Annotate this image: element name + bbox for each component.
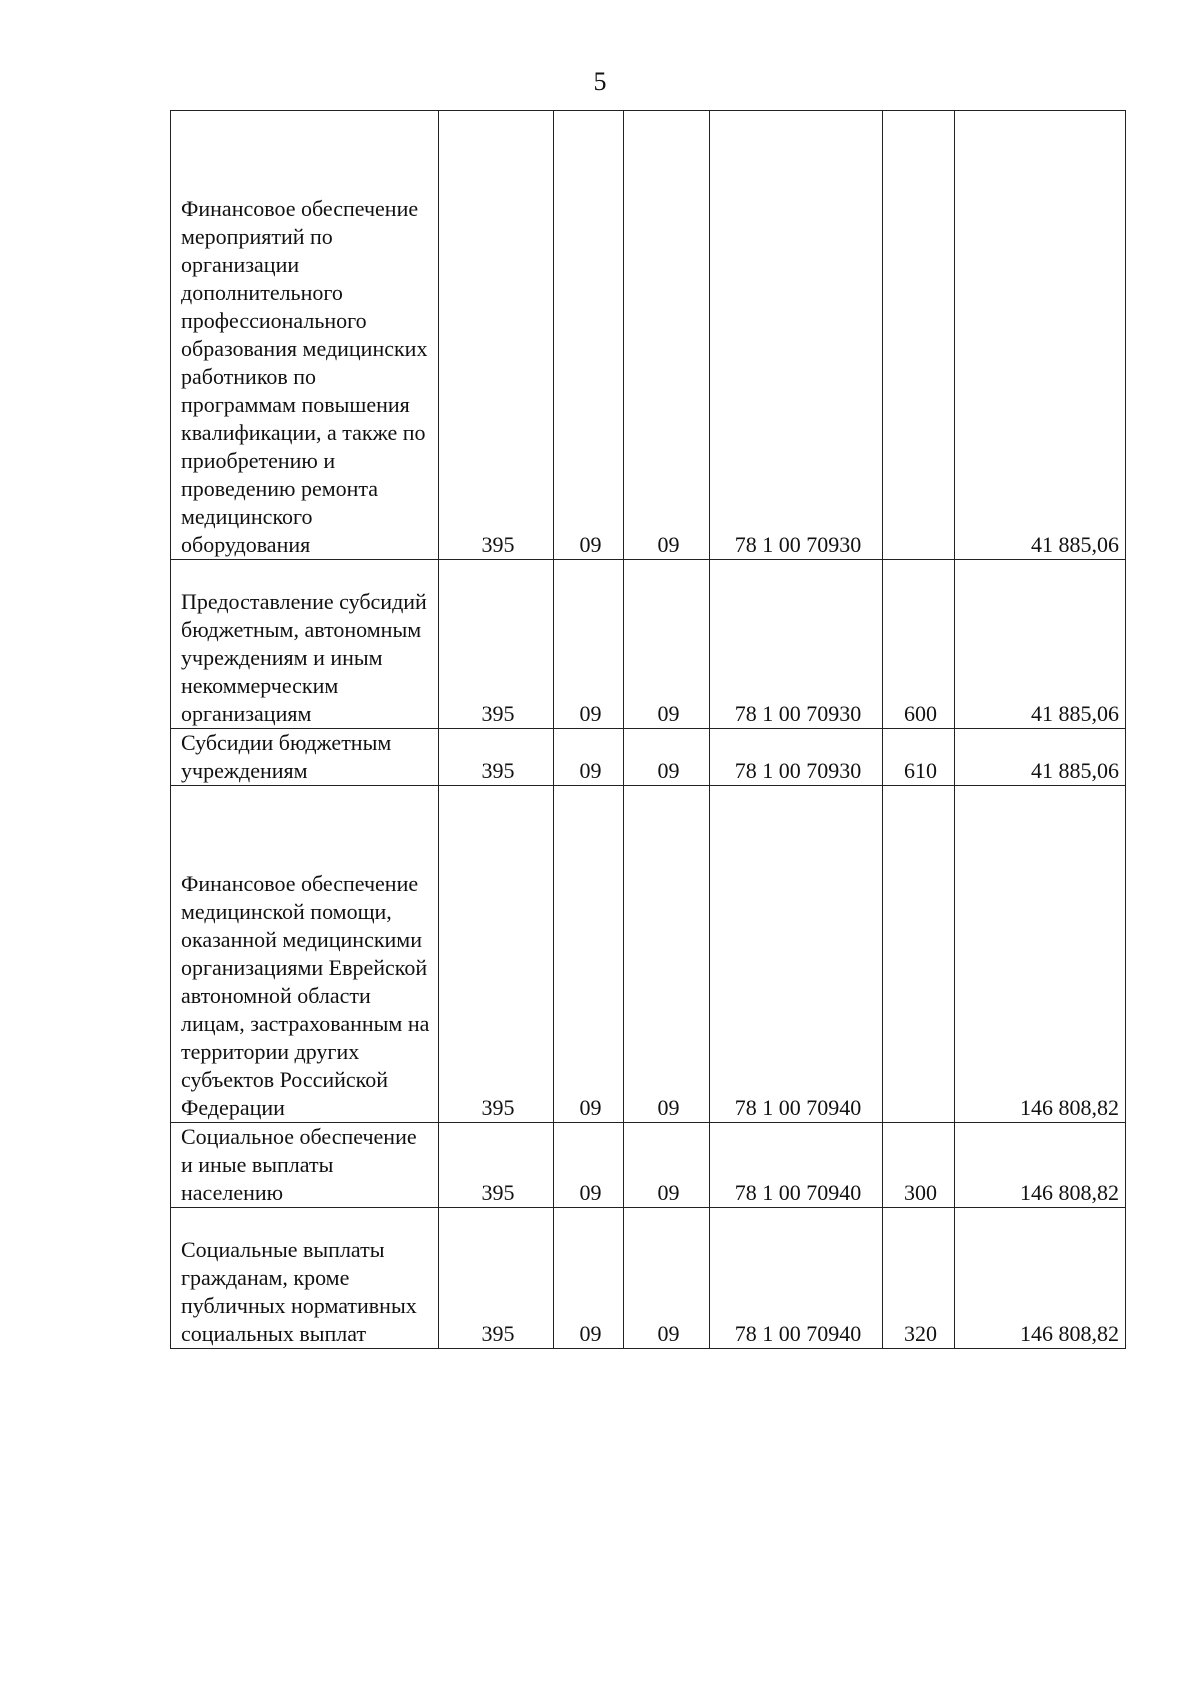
row-name-cell: Социальное обеспечение и иные выплаты населению bbox=[171, 1123, 439, 1208]
sum-cell: 41 885,06 bbox=[955, 729, 1126, 786]
csr-cell: 78 1 00 70940 bbox=[710, 1208, 883, 1349]
sum-cell: 146 808,82 bbox=[955, 1208, 1126, 1349]
vr-cell: 320 bbox=[883, 1208, 955, 1349]
vr-cell: 600 bbox=[883, 560, 955, 729]
rz-cell: 09 bbox=[554, 729, 624, 786]
ved-cell: 395 bbox=[439, 786, 554, 1123]
ved-cell: 395 bbox=[439, 1123, 554, 1208]
row-name-cell: Субсидии бюджетным учреждениям bbox=[171, 729, 439, 786]
rz-cell: 09 bbox=[554, 1208, 624, 1349]
pr-cell: 09 bbox=[624, 786, 710, 1123]
table-row bbox=[171, 560, 1126, 729]
budget-table bbox=[170, 110, 1126, 1349]
vr-cell: 610 bbox=[883, 729, 955, 786]
csr-cell: 78 1 00 70930 bbox=[710, 560, 883, 729]
pr-cell: 09 bbox=[624, 560, 710, 729]
row-name-cell: Финансовое обеспечение мероприятий по организации дополнительного профессионального образования медицинских работников по программам повышения квалификации, а также по приобретению и проведению ремонта медицинского оборудования bbox=[171, 111, 439, 560]
vr-cell: 300 bbox=[883, 1123, 955, 1208]
rz-cell: 09 bbox=[554, 1123, 624, 1208]
sum-cell: 146 808,82 bbox=[955, 1123, 1126, 1208]
ved-cell: 395 bbox=[439, 1208, 554, 1349]
row-name-cell: Финансовое обеспечение медицинской помощи, оказанной медицинскими организациями Еврейской автономной области лицам, застрахованным на территории других субъектов Российской Федерации bbox=[171, 786, 439, 1123]
page-number: 5 bbox=[593, 67, 607, 96]
ved-cell: 395 bbox=[439, 560, 554, 729]
vr-cell bbox=[883, 786, 955, 1123]
row-name-cell: Социальные выплаты гражданам, кроме публичных нормативных социальных выплат bbox=[171, 1208, 439, 1349]
pr-cell: 09 bbox=[624, 111, 710, 560]
rz-cell: 09 bbox=[554, 560, 624, 729]
table-row bbox=[171, 1123, 1126, 1208]
pr-cell: 09 bbox=[624, 729, 710, 786]
csr-cell: 78 1 00 70940 bbox=[710, 786, 883, 1123]
sum-cell: 146 808,82 bbox=[955, 786, 1126, 1123]
row-name-cell: Предоставление субсидий бюджетным, автономным учреждениям и иным некоммерческим организациям bbox=[171, 560, 439, 729]
pr-cell: 09 bbox=[624, 1123, 710, 1208]
ved-cell: 395 bbox=[439, 729, 554, 786]
table-row bbox=[171, 786, 1126, 1123]
sum-cell: 41 885,06 bbox=[955, 560, 1126, 729]
vr-cell bbox=[883, 111, 955, 560]
csr-cell: 78 1 00 70930 bbox=[710, 729, 883, 786]
pr-cell: 09 bbox=[624, 1208, 710, 1349]
ved-cell: 395 bbox=[439, 111, 554, 560]
csr-cell: 78 1 00 70940 bbox=[710, 1123, 883, 1208]
sum-cell: 41 885,06 bbox=[955, 111, 1126, 560]
csr-cell: 78 1 00 70930 bbox=[710, 111, 883, 560]
rz-cell: 09 bbox=[554, 111, 624, 560]
rz-cell: 09 bbox=[554, 786, 624, 1123]
table-row bbox=[171, 1208, 1126, 1349]
table-row bbox=[171, 729, 1126, 786]
table-row bbox=[171, 111, 1126, 560]
